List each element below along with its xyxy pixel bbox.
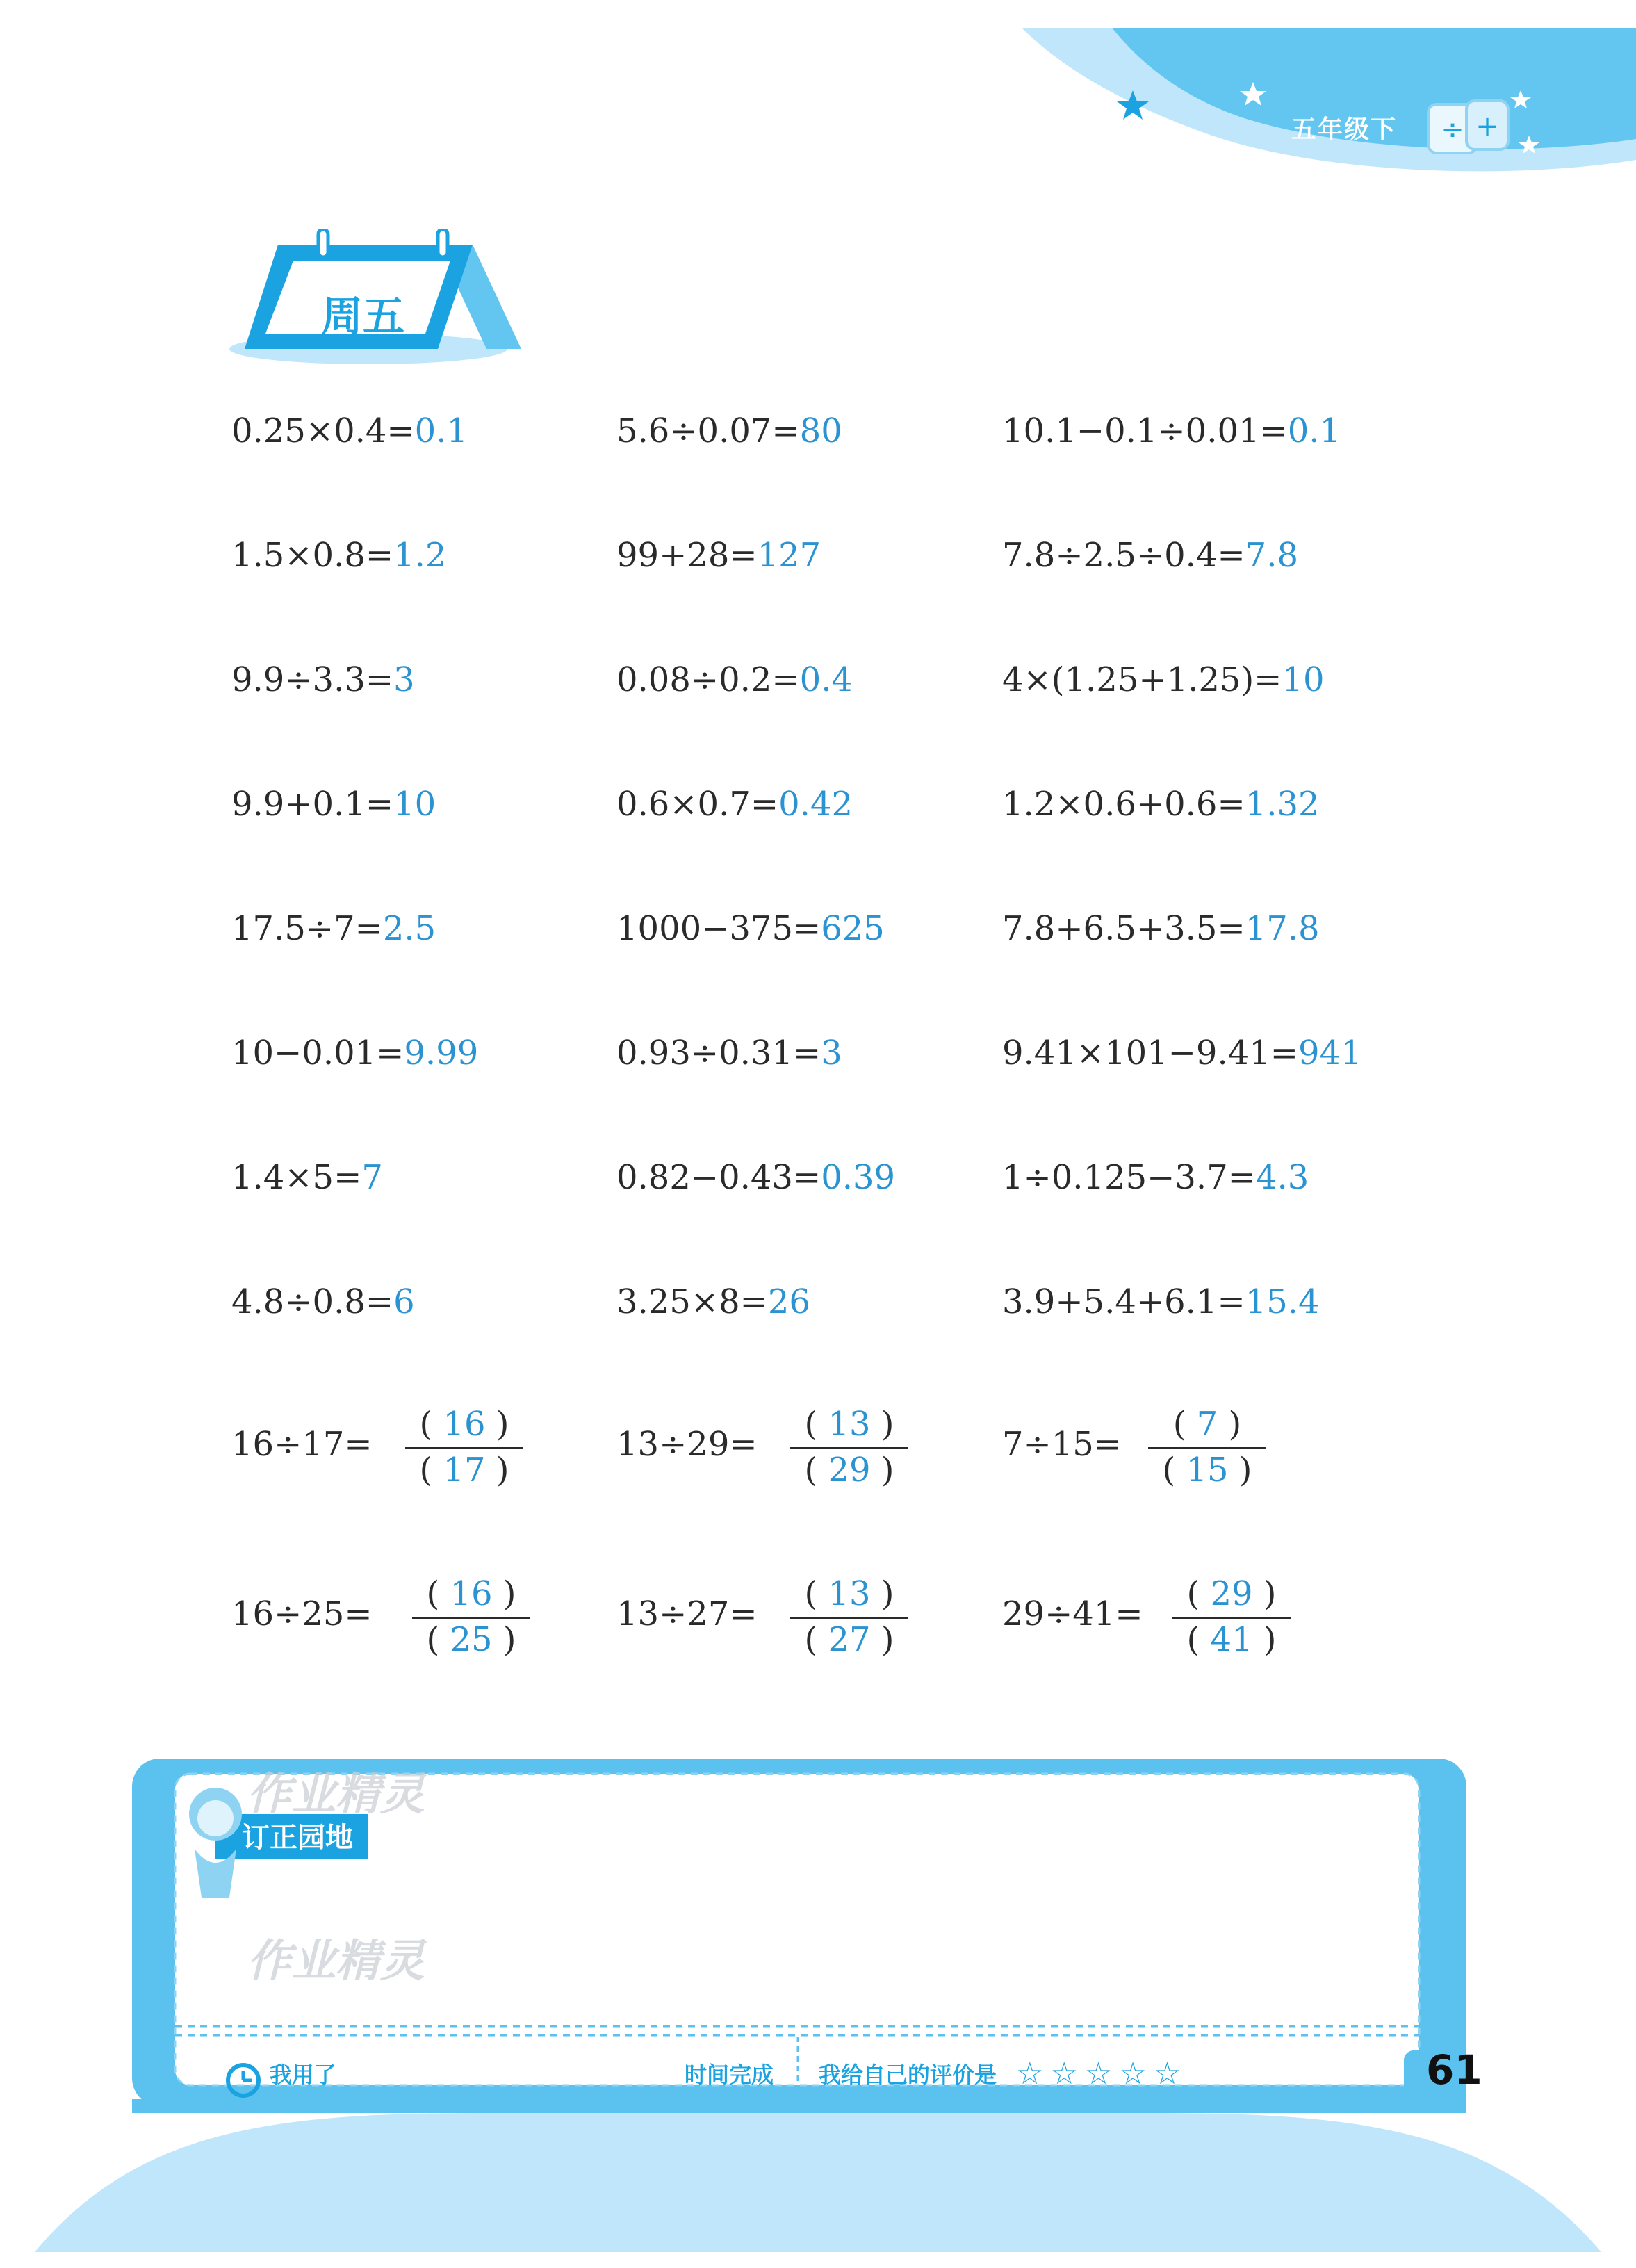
equation-answer: 1.2 bbox=[393, 536, 447, 575]
fraction-answer bbox=[790, 1404, 908, 1490]
equation bbox=[616, 1281, 810, 1323]
equation-answer: 0.4 bbox=[799, 660, 853, 699]
equation-question: 17.5÷7= bbox=[231, 909, 383, 948]
equation bbox=[231, 1032, 478, 1074]
equation bbox=[1002, 1281, 1320, 1323]
equation bbox=[1002, 659, 1324, 701]
equation-question: 4×(1.25+1.25)= bbox=[1002, 660, 1282, 699]
correction-title: 订正园地 bbox=[242, 1822, 353, 1854]
fraction-equation bbox=[1002, 1404, 1391, 1494]
fraction-question: 29÷41= bbox=[1002, 1594, 1143, 1633]
equation-question: 5.6÷0.07= bbox=[616, 411, 800, 450]
equation-answer: 1.32 bbox=[1245, 785, 1320, 824]
fraction-denominator: ( 15 ) bbox=[1162, 1451, 1252, 1490]
page-number: 61 bbox=[1426, 2046, 1482, 2094]
equation-question: 0.93÷0.31= bbox=[616, 1034, 821, 1072]
equation-answer: 15.4 bbox=[1245, 1282, 1320, 1321]
equation-answer: 2.5 bbox=[382, 909, 436, 948]
equation bbox=[1002, 1032, 1362, 1074]
equation-question: 1.2×0.6+0.6= bbox=[1002, 785, 1245, 824]
fraction-bar bbox=[1148, 1447, 1266, 1449]
fraction-answer bbox=[412, 1574, 530, 1660]
fraction-question: 13÷29= bbox=[616, 1425, 758, 1464]
equation bbox=[616, 908, 885, 949]
fraction-equation bbox=[1002, 1574, 1391, 1664]
fraction-bar bbox=[412, 1617, 530, 1619]
equation-answer: 3 bbox=[821, 1034, 842, 1072]
equation bbox=[616, 410, 842, 452]
fraction-numerator: ( 16 ) bbox=[419, 1405, 509, 1444]
fraction-bar bbox=[405, 1447, 523, 1449]
fraction-question: 16÷17= bbox=[231, 1425, 373, 1464]
equation bbox=[231, 1281, 415, 1323]
equation bbox=[616, 783, 853, 825]
equation-question: 10−0.01= bbox=[231, 1034, 404, 1072]
fraction-numerator: ( 16 ) bbox=[426, 1574, 516, 1613]
grade-label: 五年级下 bbox=[1291, 115, 1398, 144]
equation-question: 4.8÷0.8= bbox=[231, 1282, 394, 1321]
equation-question: 0.08÷0.2= bbox=[616, 660, 800, 699]
equation-answer: 0.39 bbox=[821, 1158, 896, 1197]
fraction-numerator: ( 13 ) bbox=[804, 1405, 894, 1444]
equation bbox=[616, 535, 821, 576]
equation bbox=[1002, 410, 1341, 452]
equation bbox=[616, 1032, 842, 1074]
equation-question: 7.8÷2.5÷0.4= bbox=[1002, 536, 1245, 575]
equation-question: 99+28= bbox=[616, 536, 758, 575]
equation bbox=[1002, 535, 1298, 576]
equation-question: 0.6×0.7= bbox=[616, 785, 779, 824]
equation-answer: 6 bbox=[393, 1282, 415, 1321]
fraction-answer bbox=[405, 1404, 523, 1490]
equation-answer: 7.8 bbox=[1245, 536, 1299, 575]
fraction-answer bbox=[1172, 1574, 1291, 1660]
watermark: 作业精灵 bbox=[247, 1769, 425, 1820]
equation-answer: 4.3 bbox=[1255, 1158, 1309, 1197]
fraction-numerator: ( 13 ) bbox=[804, 1574, 894, 1613]
fraction-bar bbox=[790, 1617, 908, 1619]
fraction-denominator: ( 27 ) bbox=[804, 1620, 894, 1659]
fraction-numerator: ( 7 ) bbox=[1172, 1405, 1242, 1444]
equation bbox=[231, 908, 436, 949]
equation bbox=[231, 783, 436, 825]
equation-question: 9.41×101−9.41= bbox=[1002, 1034, 1299, 1072]
equation-question: 9.9+0.1= bbox=[231, 785, 394, 824]
equation-question: 3.9+5.4+6.1= bbox=[1002, 1282, 1245, 1321]
equation bbox=[1002, 1157, 1309, 1198]
equation-question: 7.8+6.5+3.5= bbox=[1002, 909, 1245, 948]
time-complete-label: 时间完成 bbox=[685, 2062, 774, 2088]
equation-answer: 80 bbox=[799, 411, 842, 450]
fraction-bar bbox=[790, 1447, 908, 1449]
equation bbox=[231, 659, 415, 701]
header-band bbox=[1022, 0, 1636, 181]
fraction-question: 13÷27= bbox=[616, 1594, 758, 1633]
watermark: 作业精灵 bbox=[247, 1936, 425, 1987]
bottom-band bbox=[0, 2099, 1636, 2268]
equation-question: 1000−375= bbox=[616, 909, 821, 948]
day-label: 周五 bbox=[321, 293, 404, 341]
fraction-equation bbox=[616, 1574, 1006, 1664]
fraction-question: 16÷25= bbox=[231, 1594, 373, 1633]
fraction-answer bbox=[1148, 1404, 1266, 1490]
equation-question: 0.25×0.4= bbox=[231, 411, 415, 450]
equation bbox=[616, 659, 853, 701]
equation-question: 10.1−0.1÷0.01= bbox=[1002, 411, 1288, 450]
fraction-equation bbox=[231, 1404, 621, 1494]
equation-answer: 17.8 bbox=[1245, 909, 1320, 948]
equation bbox=[231, 1157, 383, 1198]
equation-answer: 7 bbox=[361, 1158, 383, 1197]
equation-question: 0.82−0.43= bbox=[616, 1158, 821, 1197]
equation-question: 1.5×0.8= bbox=[231, 536, 394, 575]
svg-text:+: + bbox=[1475, 111, 1499, 142]
time-used-label: 我用了 bbox=[270, 2062, 337, 2088]
equation bbox=[616, 1157, 895, 1198]
equation-answer: 941 bbox=[1298, 1034, 1362, 1072]
fraction-bar bbox=[1172, 1617, 1291, 1619]
equation-question: 3.25×8= bbox=[616, 1282, 768, 1321]
equation bbox=[1002, 783, 1320, 825]
equation-answer: 9.99 bbox=[404, 1034, 479, 1072]
equation-answer: 3 bbox=[393, 660, 415, 699]
equation-answer: 127 bbox=[757, 536, 821, 575]
fraction-equation bbox=[616, 1404, 1006, 1494]
equation-answer: 10 bbox=[393, 785, 436, 824]
equation-answer: 10 bbox=[1282, 660, 1325, 699]
equation-answer: 625 bbox=[821, 909, 885, 948]
equation-answer: 0.1 bbox=[1287, 411, 1341, 450]
fraction-answer bbox=[790, 1574, 908, 1660]
equation-answer: 0.42 bbox=[778, 785, 853, 824]
equation-answer: 0.1 bbox=[414, 411, 468, 450]
equation bbox=[231, 535, 446, 576]
equation-question: 1÷0.125−3.7= bbox=[1002, 1158, 1256, 1197]
fraction-question: 7÷15= bbox=[1002, 1425, 1122, 1464]
fraction-equation bbox=[231, 1574, 621, 1664]
equation bbox=[231, 410, 468, 452]
equation-question: 1.4×5= bbox=[231, 1158, 362, 1197]
fraction-denominator: ( 17 ) bbox=[419, 1451, 509, 1490]
svg-text:÷: ÷ bbox=[1441, 114, 1464, 146]
self-evaluation-label: 我给自己的评价是 bbox=[819, 2062, 997, 2088]
fraction-denominator: ( 29 ) bbox=[804, 1451, 894, 1490]
dice-icon bbox=[1428, 101, 1508, 153]
fraction-numerator: ( 29 ) bbox=[1186, 1574, 1277, 1613]
rating-stars[interactable]: ☆☆☆☆☆ bbox=[1016, 2056, 1188, 2091]
fraction-denominator: ( 25 ) bbox=[426, 1620, 516, 1659]
fraction-denominator: ( 41 ) bbox=[1186, 1620, 1277, 1659]
equation bbox=[1002, 908, 1320, 949]
equation-question: 9.9÷3.3= bbox=[231, 660, 394, 699]
equation-answer: 26 bbox=[767, 1282, 810, 1321]
